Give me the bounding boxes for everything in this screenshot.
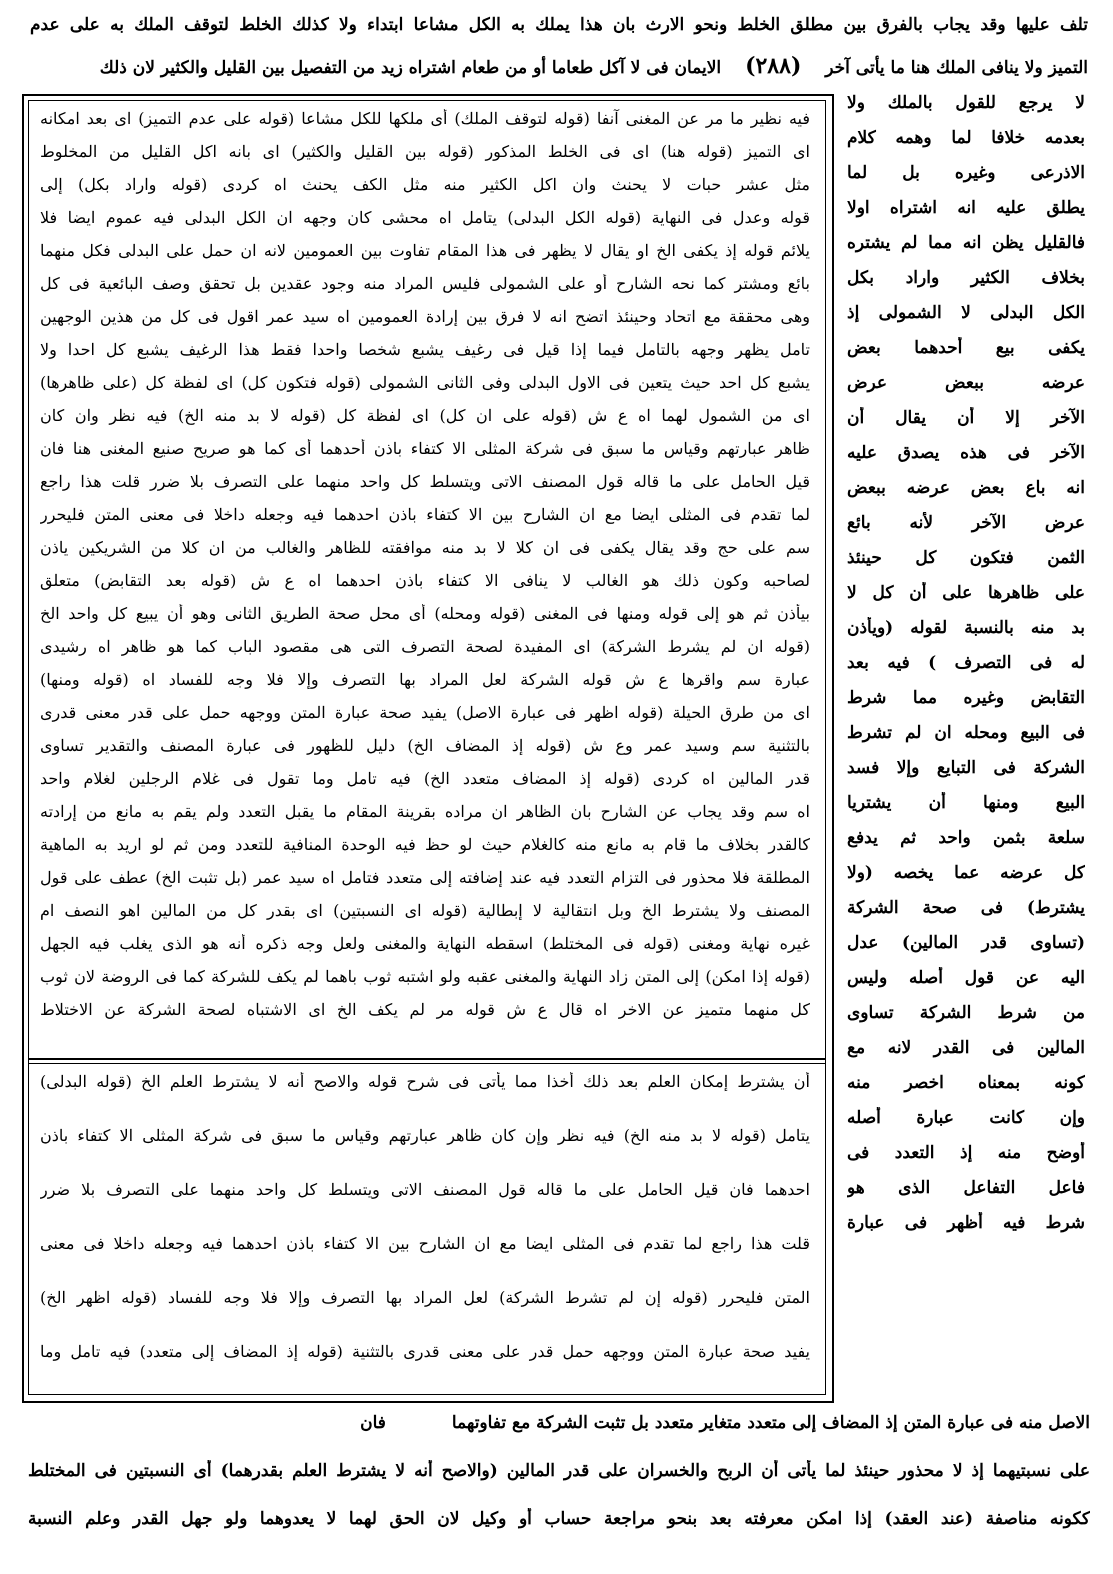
header-line-1: تلف عليها وقد يجاب بالفرق بين مطلق الخلط ونحو الارث بان هذا يملك به الكل مشاعا ابتداء ولا كذلك الخلط لتوقف الملك به على عدم [30, 15, 1088, 35]
commentary-line: كل منهما متميز عن الاخر اه قال ع ش قوله مر لم يكف الخ اى الاشتباه لصحة الشركة عن الاختلاط [40, 1000, 810, 1019]
side-line: التقابض وغيره مما شرط [847, 688, 1085, 708]
main-text-line-1 [28, 1412, 1090, 1435]
commentary-line: اى التميز (قوله هنا) اى فى الخلط المذكور (قوله بين القليل والكثير) اى بانه اكل القليل من المخلوط [40, 142, 810, 161]
side-line: الآخر إلا أن يقال أن [847, 408, 1085, 428]
side-line: الكل البدلى لا الشمولى إذ [847, 303, 1085, 323]
side-line: من شرط الشركة تساوى [847, 1003, 1085, 1023]
side-line: سلعة بثمن واحد ثم يدفع [847, 828, 1085, 848]
commentary-line: فيه نظير ما مر عن المغنى آنفا (قوله لتوقف الملك) أى ملكها للكل مشاعا (قوله على عدم التميز) اى بعد امكانه [40, 109, 810, 128]
side-line: عرض الآخر لأنه بائع [847, 513, 1085, 533]
commentary-line: تامل يظهر وجهه بالتامل فيما إذا قيل فى رغيف يشبع شخصا واحدا فقط هذا الرغيف يشبع كل احدا ولا [40, 340, 810, 359]
side-line: كل عرضه عما يخصه (ولا [847, 863, 1085, 883]
commentary-line: مثل عشر حبات لا يحنث وان اكل الكثير منه مثل الكف يحنث اه كردى (قوله واراد بكل) إلى [40, 175, 810, 194]
side-line: الثمن فتكون كل حينئذ [847, 548, 1085, 568]
side-line: لا يرجع للقول بالملك ولا [847, 93, 1085, 113]
commentary-line: اه سم وقد يجاب عن الشارح بان الظاهر ان مراده بقرينة المقام ما يقبل التعدد ولم يقم به مانع من إرادته [40, 802, 810, 821]
side-line: فالقليل يظن انه مما لم يشتره [847, 233, 1085, 253]
commentary-line: بيأذن ثم هو إلى قوله ومنها فى المغنى (قوله ومحله) أى محل صحة الطريق الثانى وهو أن يبيع كل واحد الخ [40, 604, 810, 623]
commentary-line: بالتثنية سم وسيد عمر وع ش (قوله إذ المضاف الخ) دليل للظهور فى عبارة المصنف والتقدير تساوى [40, 736, 810, 755]
commentary-line: بائع ومشتر كما نحه الشارح أو على الشمولى فليس المراد منه وجود عقدين بل تحقق وصف البائعية فى كل [40, 274, 810, 293]
footnote-line: يتامل (قوله لا بد منه الخ) فيه نظر وإن كان ظاهر عبارتهم وقياس ما سبق فى شركة المثلى الا كتفاء باذن [40, 1126, 810, 1145]
side-line: على ظاهرها على أن كل لا [847, 583, 1085, 603]
commentary-line: قدر المالين اه كردى (قوله إذ المضاف متعدد الخ) فيه تامل وما تقول فى غلام الرجلين لغلام واحد [40, 769, 810, 788]
side-line: له فى التصرف ) فيه بعد [847, 653, 1085, 673]
commentary-line: قيل الحامل على ما قاله قول المصنف الاتى ويتسلط كل واحد منهما على التصرف بلا ضرر قلت هذا راجع [40, 472, 810, 491]
side-line: الاذرعى وغيره بل لما [847, 163, 1085, 183]
commentary-line: غيره نهاية ومغنى (قوله فى المختلط) اسقطه النهاية والمغنى ولعل وجه ذكره أنه هو الذى يغلب فيه الجهل [40, 934, 810, 953]
commentary-line: (قوله إذا امكن) إلى المتن زاد النهاية والمغنى عقبه ولو اشتبه ثوب باهما لم يكف للشركة كما فى الروضة لان ثوب [40, 967, 810, 986]
frame-divider [28, 1058, 826, 1060]
side-line: بخلاف الكثير واراد بكل [847, 268, 1085, 288]
side-line: (تساوى قدر المالين) عدل [847, 933, 1085, 953]
side-line: الآخر فى هذه يصدق عليه [847, 443, 1085, 463]
commentary-line: عبارة سم واقرها ع ش قوله الشركة لعل المراد بها التصرف وإلا فلا وجه للفساد اه (قوله ومنها) [40, 670, 810, 689]
side-line: الشركة فى التبايع وإلا فسد [847, 758, 1085, 778]
footnote-line: المتن فليحرر (قوله إن لم تشرط الشركة) لعل المراد بها التصرف وإلا فلا وجه للفساد (قوله اظهر الخ) [40, 1288, 810, 1307]
footnote-line: أن يشترط إمكان العلم بعد ذلك أخذا مما يأتى فى شرح قوله والاصح أنه لا يشترط العلم الخ (قوله البدلى) [40, 1072, 810, 1091]
commentary-line: سم على حج وقد يقال يكفى فى ان كلا لا بد منه موافقته للظاهر والغالب من ان كلا من الشريكين ياذن [40, 538, 810, 557]
side-line: يكفى بيع أحدهما بعض [847, 338, 1085, 358]
main-text-line-1a: الاصل منه فى عبارة المتن إذ المضاف إلى متعدد متغاير متعدد بل تثبت الشركة مع تفاوتهما [451, 1413, 1090, 1433]
main-text-line-3: ككونه مناصفة (عند العقد) إذا امكن معرفته بعد بنحو مراجعة حساب أو وكيل لان الحق لهما لا يعدوهما ولو جهل القدر وعلم النسبة [28, 1509, 1090, 1529]
side-line: أوضح منه إذ التعدد فى [847, 1143, 1085, 1163]
commentary-line: لصاحبه وكون ذلك هو الغالب لا ينافى الا كتفاء باذن احدهما اه ع ش (قوله بعد التقابض) متعلق [40, 571, 810, 590]
commentary-line: المطلقة فلا محذور فى التزام التعدد فيه عند إضافته إلى متعدد فتامل اه سيد عمر (بل تثبت الخ) عطف على قول [40, 868, 810, 887]
commentary-line: يشبع كل احد حيث يتعين فى الاول البدلى وفى الثانى الشمولى (قوله فتكون كل) اى لفظة كل (على ظاهرها) [40, 373, 810, 392]
footnote-line: قلت هذا راجع لما تقدم فى المثلى ايضا مع ان الشارح بين الا كتفاء باذن احدهما فيه وجعله داخلا فى معنى [40, 1234, 810, 1253]
commentary-line: (قوله ان لم يشرط الشركة) اى المفيدة لصحة التصرف التى هى مقصود الباب كما هو ظاهر اه رشيدى [40, 637, 810, 656]
commentary-line: اى من طرق الحيلة (قوله اظهر فى عبارة الاصل) يفيد صحة عبارة المتن ووجهه حمل على قدر معنى قدرى [40, 703, 810, 722]
commentary-line: اى من الشمول لهما اه ع ش (قوله على ان كل) اى لفظة كل (قوله لا بد منه الخ) فيه نظر وان كان [40, 406, 810, 425]
side-line: فى البيع ومحله ان لم تشرط [847, 723, 1085, 743]
commentary-line: المصنف ولا يشترط الخ وبل انتقالية لا إبطالية (قوله اى النسبتين) اى بقدر كل من المالين اهو النصف ام [40, 901, 810, 920]
commentary-line: قوله وعدل فى النهاية (قوله الكل البدلى) يتامل اه محشى كان وجهه ان الكل البدلى فيه عموم ايضا فلا [40, 208, 810, 227]
side-line: بعدمه خلافا لما وهمه كلام [847, 128, 1085, 148]
side-line: بد منه بالنسبة لقوله (ويأذن [847, 618, 1085, 638]
side-line: اليه عن قول أصله وليس [847, 968, 1085, 988]
side-line: انه باع بعض عرضه ببعض [847, 478, 1085, 498]
footnote-line: احدهما فان قيل الحامل على ما قاله قول المصنف الاتى ويتسلط كل واحد منهما على التصرف بلا ضرر [40, 1180, 810, 1199]
side-line: وإن كانت عبارة أصله [847, 1108, 1085, 1128]
commentary-line: ظاهر عبارتهم وقياس ما سبق فى شركة المثلى الا كتفاء باذن أحدهما أى كما هو صريح صنيع المغنى هنا فان [40, 439, 810, 458]
side-line: المالين فى القدر لانه مع [847, 1038, 1085, 1058]
header-line-2b: الايمان فى لا آكل طعاما أو من طعام اشتراه زيد من التفصيل بين القليل والكثير لان ذلك [99, 58, 722, 78]
side-line: كونه بمعناه اخصر منه [847, 1073, 1085, 1093]
page-number: (٢٨٨) [745, 53, 802, 79]
main-text-line-2: على نسبتيهما إذ لا محذور حينئذ لما يأتى أن الربح والخسران على قدر المالين (والاصح أنه لا يشترط العلم بقدرهما) أى النسبتين فى المختلط [28, 1461, 1090, 1481]
header-line-2-wrap [30, 52, 1088, 82]
side-line: عرضه ببعض عرض [847, 373, 1085, 393]
commentary-line: لما تقدم فى المثلى ايضا مع ان الشارح بين الا كتفاء باذن احدهما فيه وجعله داخلا فى معنى المتن فليحرر [40, 505, 810, 524]
footnote-line: يفيد صحة عبارة المتن ووجهه حمل قدر على معنى قدرى بالتثنية (قوله إذ المضاف إلى متعدد) فيه تامل وما [40, 1342, 810, 1361]
commentary-line: وهى محققة مع اتحاد وحينئذ اتضح انه لا فرق بين إرادة العمومين اه سيد عمر اقول فى كل من هذين الوجهين [40, 307, 810, 326]
main-text-line-1b: فان [360, 1413, 386, 1433]
side-line: يشترط) فى صحة الشركة [847, 898, 1085, 918]
side-line: فاعل التفاعل الذى هو [847, 1178, 1085, 1198]
commentary-line: كالقدر بخلاف ما قام به مانع منه كالغلام حيث لو حظ فيه الوحدة المنافية للتعدد ومن ثم لو اريد به الماهية [40, 835, 810, 854]
side-line: البيع ومنها أن يشتريا [847, 793, 1085, 813]
side-line: شرط فيه أظهر فى عبارة [847, 1213, 1085, 1233]
commentary-line: يلائم قوله إذ يكفى الخ او يقال لا يظهر فى هذا المقام تفاوت بين العمومين لانه ان حمل على البدلى فكل منهما [40, 241, 810, 260]
frame-divider [28, 1063, 826, 1064]
side-line: يطلق عليه انه اشتراه اولا [847, 198, 1085, 218]
header-line-2a: التميز ولا ينافى الملك هنا ما يأتى آخر [825, 58, 1088, 78]
